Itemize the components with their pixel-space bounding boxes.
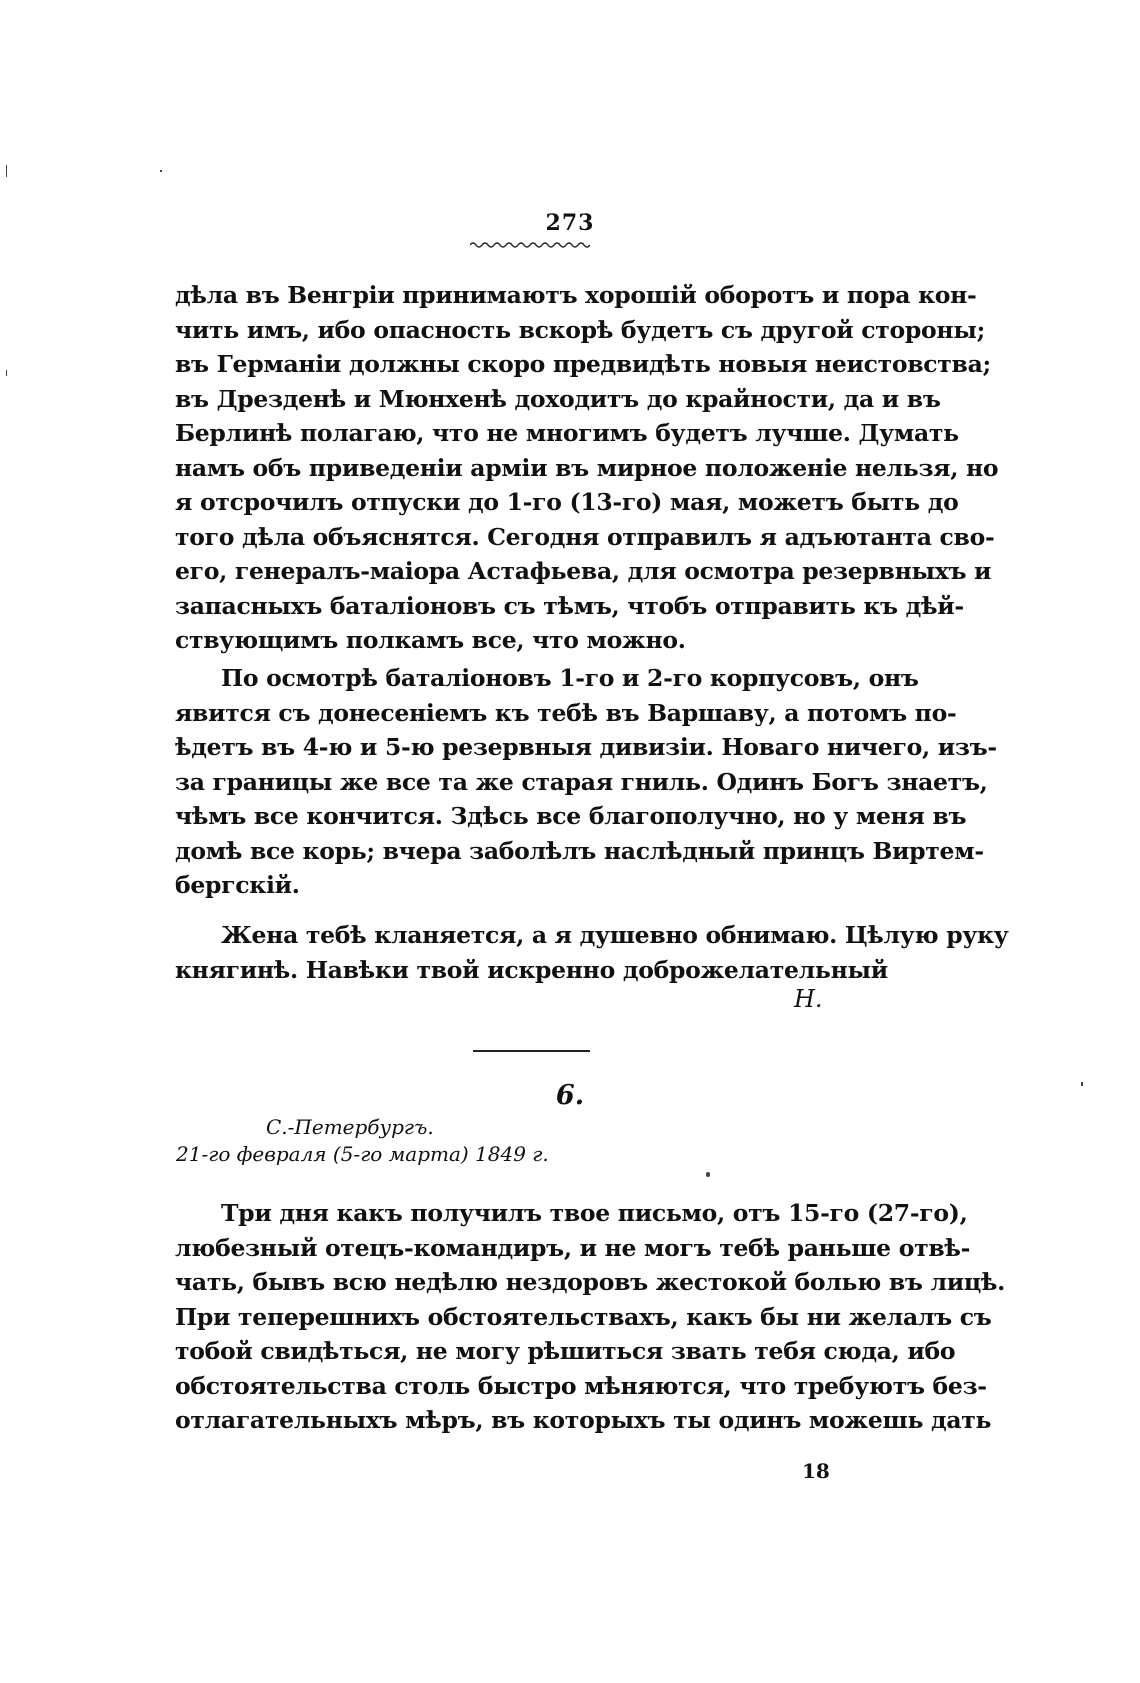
text-line: ствующимъ полкамъ все, что можно. bbox=[175, 626, 686, 654]
text-line: княгинѣ. Навѣки твой искренно доброжелательный bbox=[175, 955, 888, 984]
paragraph-1 bbox=[175, 278, 999, 658]
text-line: обстоятельства столь быстро мѣняются, что требуютъ без- bbox=[175, 1371, 987, 1400]
text-line: въ Дрезденѣ и Мюнхенѣ доходитъ до крайности, да и въ bbox=[175, 384, 941, 413]
text-line: ѣдетъ въ 4-ю и 5-ю резервныя дивизіи. Новаго ничего, изъ- bbox=[175, 733, 997, 761]
text-line: дѣла въ Венгріи принимаютъ хорошій оборотъ и пора кон- bbox=[175, 281, 977, 309]
scan-speck bbox=[160, 170, 162, 172]
section-divider bbox=[473, 1050, 590, 1052]
text-line: чѣмъ все кончится. Здѣсь все благополучно, но у меня въ bbox=[175, 802, 967, 830]
scan-speck bbox=[706, 1172, 710, 1177]
text-line: Жена тебѣ кланяется, а я душевно обнимаю. Цѣлую руку bbox=[221, 921, 1009, 949]
text-line: за границы же все та же старая гниль. Одинъ Богъ знаетъ, bbox=[175, 767, 988, 796]
text-line: При теперешнихъ обстоятельствахъ, какъ бы ни желалъ съ bbox=[175, 1302, 992, 1331]
letter-place: С.-Петербургъ. bbox=[266, 1115, 434, 1139]
text-line: чать, бывъ всю недѣлю нездоровъ жестокой болью въ лицѣ. bbox=[175, 1268, 1006, 1296]
scan-speck bbox=[6, 165, 7, 177]
signature: Н. bbox=[794, 985, 823, 1013]
scan-speck bbox=[6, 370, 7, 376]
text-line: тобой свидѣться, не могу рѣшиться звать тебя сюда, ибо bbox=[175, 1337, 956, 1365]
wavy-ornament bbox=[470, 240, 590, 250]
scan-speck bbox=[1081, 1082, 1083, 1086]
paragraph-3 bbox=[175, 918, 1009, 987]
text-line: Три дня какъ получилъ твое письмо, отъ 15-го (27-го), bbox=[221, 1199, 968, 1227]
text-line: Берлинѣ полагаю, что не многимъ будетъ лучше. Думать bbox=[175, 419, 959, 447]
paragraph-2 bbox=[175, 661, 997, 903]
text-line: его, генералъ-маіора Астафьева, для осмотра резервныхъ и bbox=[175, 557, 992, 585]
text-line: любезный отецъ-командиръ, и не могъ тебѣ раньше отвѣ- bbox=[175, 1233, 971, 1262]
signature-mark: 18 bbox=[802, 1459, 830, 1483]
text-line: явится съ донесеніемъ къ тебѣ въ Варшаву, а потомъ по- bbox=[175, 698, 957, 727]
page-number: 273 bbox=[545, 210, 595, 236]
text-line: По осмотрѣ баталіоновъ 1-го и 2-го корпусовъ, онъ bbox=[221, 664, 919, 692]
text-line: въ Германіи должны скоро предвидѣть новыя неистовства; bbox=[175, 350, 991, 378]
letter-date: 21-го февраля (5-го марта) 1849 г. bbox=[176, 1142, 549, 1166]
text-line: бергскій. bbox=[175, 871, 300, 899]
text-line: я отсрочилъ отпуски до 1-го (13-го) мая, можетъ быть до bbox=[175, 488, 959, 516]
text-line: намъ объ приведеніи арміи въ мирное положеніе нельзя, но bbox=[175, 453, 999, 482]
text-line: домѣ все корь; вчера заболѣлъ наслѣдный принцъ Виртем- bbox=[175, 836, 984, 865]
letter-number: 6. bbox=[555, 1080, 585, 1111]
text-line: отлагательныхъ мѣръ, въ которыхъ ты одинъ можешь дать bbox=[175, 1406, 992, 1434]
paragraph-4 bbox=[175, 1196, 1006, 1438]
text-line: чить имъ, ибо опасность вскорѣ будетъ съ другой стороны; bbox=[175, 315, 985, 344]
text-line: запасныхъ баталіоновъ съ тѣмъ, чтобъ отправить къ дѣй- bbox=[175, 591, 964, 620]
text-line: того дѣла объяснятся. Сегодня отправилъ я адъютанта сво- bbox=[175, 522, 995, 551]
